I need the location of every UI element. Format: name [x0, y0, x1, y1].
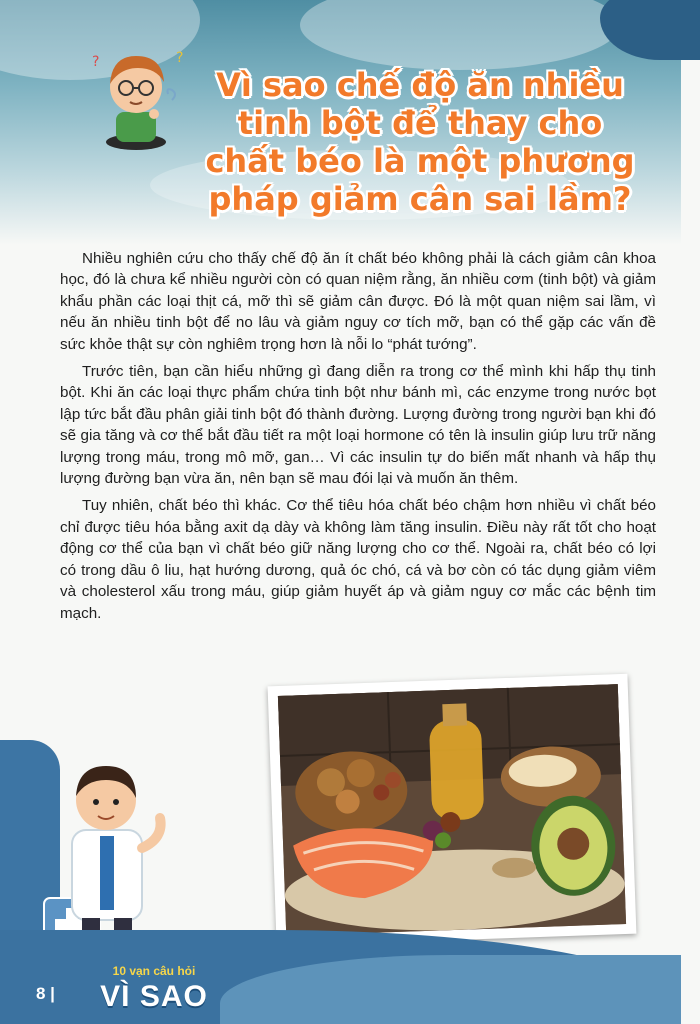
page-title: Vì sao chế độ ăn nhiều tinh bột để thay cho chất béo là một phương pháp giảm cân sai lầm?	[205, 66, 635, 218]
series-title: VÌ SAO	[100, 980, 208, 1013]
paragraph: Trước tiên, bạn cần hiểu những gì đang diễn ra trong cơ thể mình khi hấp thụ tinh bột. Khi ăn các loại thực phẩm chứa tinh bột như bánh mì, các enzyme trong nước bọt lập tức bắt đầu phân giải tinh bột đó thành đường. Lượng đường trong người bạn khi đó sẽ gia tăng và cơ thể bắt đầu tiết ra một loại hormone có tên là insulin giúp lưu trữ năng lượng trong máu, trong mô mỡ, gan… Vì các insulin tự do biến mất nhanh và hấp thụ lượng đường bạn vừa ăn, nên bạn sẽ mau đói lại và muốn ăn thêm.	[60, 363, 656, 488]
series-subtitle: 10 vạn câu hỏi	[112, 964, 196, 978]
page-number: 8 |	[36, 984, 55, 1003]
article-body	[60, 248, 656, 630]
food-photo-frame	[268, 674, 637, 946]
paragraph: Nhiều nghiên cứu cho thấy chế độ ăn ít chất béo không phải là cách giảm cân khoa học, đó là chưa kể nhiều người còn có quan niệm rằng, ăn nhiều cơm (tinh bột) và giảm khẩu phần các loại thịt cá, mỡ thì sẽ giảm cân được. Đó là một quan niệm sai lầm, vì nếu ăn nhiều tinh bột để no lâu và giảm nguy cơ tích mỡ, bạn có thể gặp các vấn đề sức khỏe thật sự còn nghiêm trọng hơn là nỗi lo “phát tướng”.	[60, 250, 656, 353]
paragraph: Tuy nhiên, chất béo thì khác. Cơ thể tiêu hóa chất béo chậm hơn nhiều vì chất béo chỉ được tiêu hóa bằng axit dạ dày và không làm tăng insulin. Điều này rất tốt cho hoạt động cơ thể của bạn vì chất béo giữ năng lượng cho cơ thể. Ngoài ra, chất béo có lợi có trong dầu ô liu, hạt hướng dương, quả óc chó, cá và bơ còn có tác dụng giảm viêm và cholesterol xấu trong máu, giúp giảm huyết áp và giảm nguy cơ mắc các bệnh tim mạch.	[60, 497, 656, 622]
corner-shape	[600, 0, 700, 60]
svg-text:?: ?	[176, 50, 184, 66]
svg-text:?: ?	[92, 54, 100, 70]
healthy-fats-photo	[278, 684, 626, 936]
thinking-kid-illustration	[92, 42, 188, 152]
water-wave	[300, 0, 620, 70]
